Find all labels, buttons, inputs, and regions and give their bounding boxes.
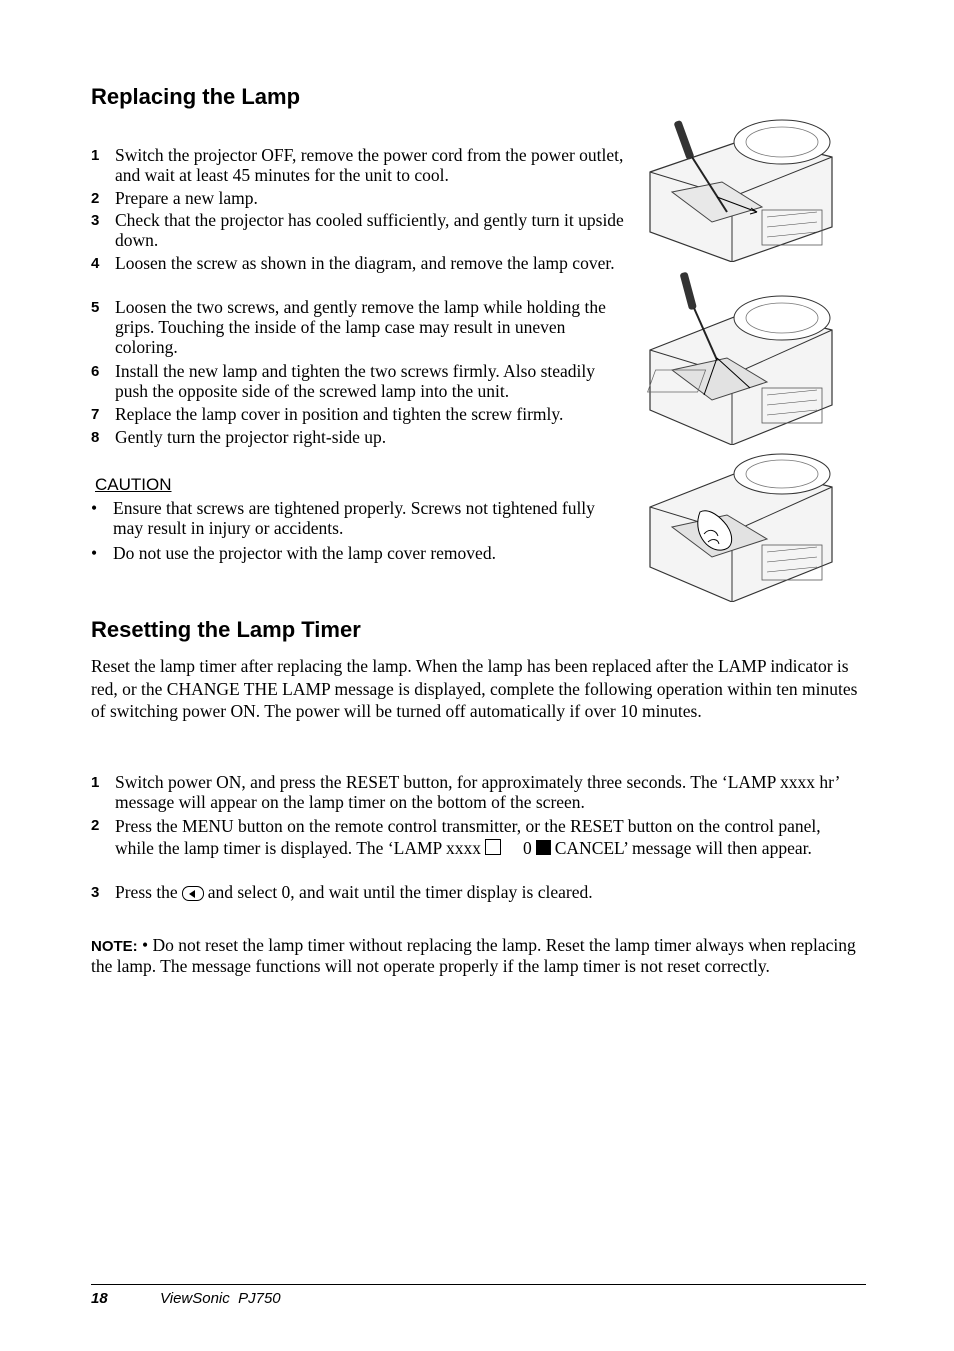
- step-text: Switch the projector OFF, remove the power cord from the power outlet, and wait at least 45 minutes for the unit to cool.: [115, 145, 624, 185]
- step-number: 6: [91, 363, 100, 380]
- note-text: • Do not reset the lamp timer without replacing the lamp. Reset the lamp timer always when replacing the lamp. The message functions will not operate properly if the lamp timer is not reset correctly.: [91, 935, 856, 976]
- step-text: Press the and select 0, and wait until the timer display is cleared.: [115, 882, 593, 902]
- step-text: Check that the projector has cooled sufficiently, and gently turn it upside down.: [115, 210, 624, 250]
- step-text: Prepare a new lamp.: [115, 188, 258, 208]
- step-text: Loosen the screw as shown in the diagram, and remove the lamp cover.: [115, 253, 615, 273]
- filled-square-icon: [536, 840, 551, 855]
- step-text: Install the new lamp and tighten the two screws firmly. Also steadily push the opposite side of the screwed lamp into the unit.: [115, 361, 596, 401]
- projector-lamp-cover-screw-illustration: [632, 112, 837, 262]
- bullet-icon: •: [91, 498, 98, 518]
- step-number: 7: [91, 406, 100, 423]
- caution-item: Do not use the projector with the lamp cover removed.: [113, 543, 496, 563]
- note-label: NOTE:: [91, 938, 138, 955]
- step-text: Switch power ON, and press the RESET button, for approximately three seconds. The ‘LAMP xxxx hr’ message will appear on the lamp timer on the bottom of the screen.: [115, 772, 840, 812]
- step-number: 3: [91, 884, 100, 901]
- step-number: 3: [91, 212, 100, 229]
- step-number: 8: [91, 429, 100, 446]
- section-title-replacing-lamp: Replacing the Lamp: [91, 84, 301, 109]
- empty-square-icon: [485, 839, 501, 855]
- step-number: 2: [91, 190, 100, 207]
- step-text: Press the MENU button on the remote control transmitter, or the RESET button on the control panel, while the lamp timer is displayed. The ‘LAMP xxxx 0 CANCEL’ message will then appear.: [115, 816, 821, 858]
- step-text: Gently turn the projector right-side up.: [115, 427, 387, 447]
- reset-intro-paragraph: Reset the lamp timer after replacing the lamp. When the lamp has been replaced after the LAMP indicator is red, or the CHANGE THE LAMP message is displayed, complete the following operation within ten minutes of switching power ON. The power will be turned off automatically if over 10 minutes.: [91, 656, 858, 721]
- step-number: 5: [91, 299, 100, 316]
- projector-lamp-removal-illustration: [632, 452, 837, 602]
- bullet-icon: •: [91, 543, 98, 563]
- step-number: 1: [91, 774, 100, 791]
- footer-divider: [91, 1284, 866, 1285]
- section-title-resetting-lamp-timer: Resetting the Lamp Timer: [91, 617, 361, 642]
- footer-product: ViewSonic PJ750: [160, 1290, 281, 1307]
- caution-label: CAUTION: [95, 475, 172, 494]
- page-number: 18: [91, 1290, 108, 1307]
- note-paragraph: [91, 936, 866, 976]
- left-arrow-button-icon: [182, 886, 204, 901]
- caution-item: Ensure that screws are tightened properly. Screws not tightened fully may result in injury or accidents.: [113, 498, 595, 538]
- step-number: 1: [91, 147, 100, 164]
- step-text: Replace the lamp cover in position and tighten the screw firmly.: [115, 404, 564, 424]
- step-number: 4: [91, 255, 100, 272]
- projector-lamp-screws-illustration: [632, 270, 837, 445]
- step-number: 2: [91, 817, 100, 834]
- step-text: Loosen the two screws, and gently remove the lamp while holding the grips. Touching the inside of the lamp case may result in uneven coloring.: [115, 297, 606, 357]
